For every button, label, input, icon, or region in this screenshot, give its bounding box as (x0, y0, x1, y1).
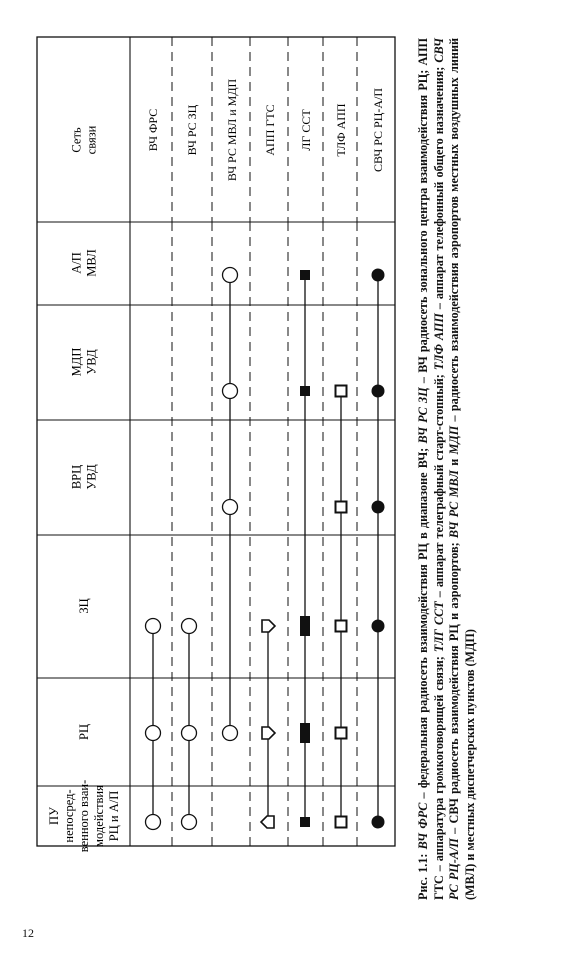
header-vrc-uvd (70, 464, 99, 490)
node-tlf_app-mdp_uvd (336, 386, 347, 397)
node-app_gts-zc (262, 620, 275, 632)
header-network-line: связи (84, 125, 99, 155)
node-vch_frs-pu (146, 815, 161, 830)
node-lg_sst-ap_mvl (300, 270, 310, 280)
network-label-vch_rs_mvl_mdp: ВЧ РС МВЛ и МДП (225, 78, 239, 182)
node-lg_sst-zc (300, 616, 310, 636)
network-label-svch_rs_rc_ap: СВЧ РС РЦ-А/П (371, 87, 385, 173)
figure-number: Рис. 1.1: (416, 849, 430, 900)
header-network-line: Сеть (69, 127, 84, 153)
node-app_gts-pu (261, 816, 274, 828)
node-vch_rs_zc-rc (182, 726, 197, 741)
header-mdp-uvd-line: МДП (69, 347, 84, 377)
node-lg_sst-rc (300, 723, 310, 743)
header-pu-line: венного взаи- (77, 779, 91, 853)
node-vch_frs-rc (146, 726, 161, 741)
caption-term: ВЧ РС ЗЦ (416, 387, 430, 444)
node-tlf_app-zc (336, 621, 347, 632)
caption-text: – радиосеть взаимодействия аэропортов местных воздушных линий (МВЛ) и местных диспетчерских пунктов (МДП) (447, 38, 477, 900)
header-zc-line: ЗЦ (77, 598, 91, 614)
node-svch_rs_rc_ap-ap_mvl (372, 269, 385, 282)
header-vrc-uvd-line: ВРЦ (69, 464, 84, 490)
caption-text: – СВЧ радиосеть взаимодействия РЦ и аэропортов; (447, 538, 462, 839)
node-app_gts-rc (262, 727, 275, 739)
caption-text: – ВЧ радиосеть зонального центра взаимодействия РЦ; АПП ГТС – аппаратура громкоговорящей связи; (416, 38, 446, 900)
node-tlf_app-pu (336, 817, 347, 828)
node-svch_rs_rc_ap-pu (372, 816, 385, 829)
header-mdp-uvd (70, 348, 99, 377)
header-ap-mvl-line: А/П (69, 252, 84, 274)
network-label-lg_sst: ЛГ ССТ (299, 109, 313, 151)
node-tlf_app-vrc_uvd (336, 502, 347, 513)
network-label-vch_rs_zc: ВЧ РС ЗЦ (185, 104, 199, 156)
header-rc (77, 724, 91, 740)
node-lg_sst-pu (300, 817, 310, 827)
header-mdp-uvd-line: УВД (84, 349, 99, 375)
page-number: 12 (22, 926, 34, 940)
header-pu-line: ПУ (47, 807, 61, 825)
caption-term: ВЧ РС МВЛ (447, 470, 462, 539)
network-label-tlf_app: ТЛФ АПП (334, 103, 348, 157)
node-vch_rs_zc-pu (182, 815, 197, 830)
node-vch_rs_mvl_mdp-ap_mvl (223, 268, 238, 283)
caption-term: ТЛГ ССТ (431, 601, 446, 653)
caption-text: – федеральная радиосеть взаимодействия РЦ в диапазоне ВЧ; (416, 443, 430, 803)
figure-caption-container (416, 38, 526, 900)
caption-term: СВЧ РС РЦ-А/П (431, 38, 462, 900)
header-ap-mvl-line: МВЛ (84, 249, 99, 277)
caption-text: – аппарат телеграфный старт-стопный; (431, 370, 446, 602)
caption-text: и (447, 454, 462, 471)
node-vch_rs_zc-zc (182, 619, 197, 634)
network-label-vch_frs: ВЧ ФРС (146, 108, 160, 152)
header-pu (47, 780, 121, 852)
node-vch_rs_mvl_mdp-vrc_uvd (223, 500, 238, 515)
node-svch_rs_rc_ap-zc (372, 620, 385, 633)
node-lg_sst-mdp_uvd (300, 386, 310, 396)
node-svch_rs_rc_ap-vrc_uvd (372, 501, 385, 514)
node-svch_rs_rc_ap-mdp_uvd (372, 385, 385, 398)
header-network (70, 125, 99, 154)
node-vch_frs-zc (146, 619, 161, 634)
header-pu-line: РЦ и А/П (107, 790, 121, 842)
caption-term: ВЧ ФРС (416, 802, 430, 850)
header-zc (77, 598, 91, 613)
header-vrc-uvd-line: УВД (84, 464, 99, 490)
caption-text: – аппарат телефонный общего назначения; (431, 62, 446, 314)
node-tlf_app-rc (336, 728, 347, 739)
network-label-app_gts: АПП ГТС (263, 104, 277, 156)
header-ap-mvl (70, 249, 99, 277)
node-vch_rs_mvl_mdp-mdp_uvd (223, 384, 238, 399)
header-rc-line: РЦ (77, 724, 91, 740)
figure-caption (416, 38, 526, 900)
header-pu-line: непосред- (62, 789, 76, 843)
caption-term: ТЛФ АПП (431, 313, 446, 371)
diagram-table (37, 37, 395, 852)
caption-term: МДП (447, 425, 462, 455)
node-vch_rs_mvl_mdp-rc (223, 726, 238, 741)
header-pu-line: модействия (92, 785, 106, 847)
